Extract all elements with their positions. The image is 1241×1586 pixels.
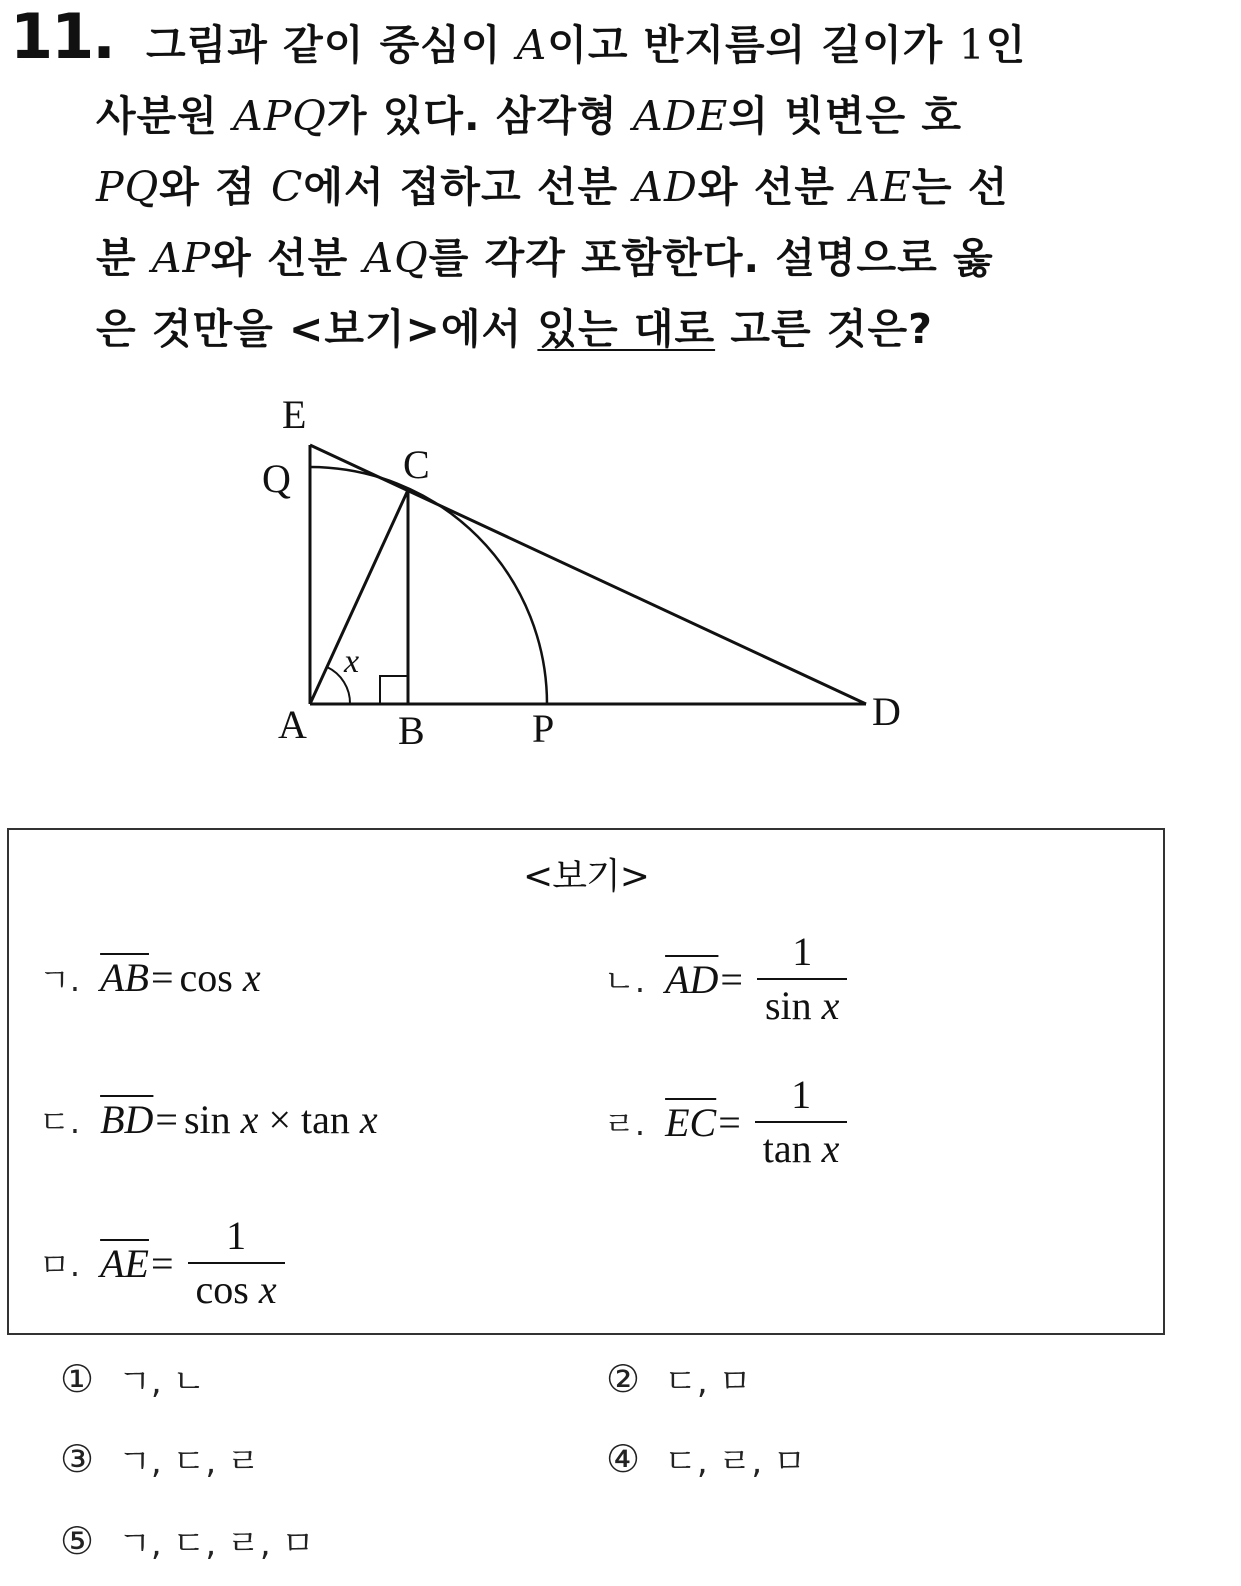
choice-mark: ③ <box>60 1436 95 1481</box>
hypotenuse-ED <box>310 445 866 704</box>
math-variable: AQ <box>363 234 429 282</box>
choice-mark: ④ <box>606 1436 641 1481</box>
item-var: x <box>258 1267 277 1312</box>
fraction <box>757 930 847 1028</box>
stem-text: 와 선분 <box>697 163 851 211</box>
math-variable: A <box>516 21 548 69</box>
stem-text: 이고 반지름의 길이가 <box>547 21 959 69</box>
stem-text: 인 <box>985 21 1027 69</box>
item-var: x <box>821 983 840 1028</box>
label-C: C <box>403 442 430 487</box>
item-mark: ㄱ. <box>39 960 81 999</box>
fraction <box>755 1073 848 1171</box>
stem-text: 고른 것은? <box>715 305 933 353</box>
math-variable: PQ <box>96 163 160 211</box>
times-sign: × <box>268 1097 291 1142</box>
stem-text: 분 <box>96 234 152 282</box>
bogi-box <box>7 828 1165 1335</box>
item-var: x <box>821 1126 840 1171</box>
choice-mark: ② <box>606 1356 641 1401</box>
item-var: x <box>240 1097 259 1142</box>
stem-text: 그림과 같이 중심이 <box>146 21 517 69</box>
choice-3[interactable] <box>60 1434 260 1483</box>
numerator: 1 <box>792 929 813 974</box>
bogi-item-b: ㄴ. $\overline{AD}$ = $\frac{1}{\text{sin x}}$ <box>604 930 847 1028</box>
numerator: 1 <box>226 1213 247 1258</box>
right-angle-mark <box>380 676 408 704</box>
choice-text: ㄷ, ㅁ <box>664 1362 752 1402</box>
label-D: D <box>872 689 901 734</box>
item-var: x <box>242 955 261 1000</box>
choice-text: ㄷ, ㄹ, ㅁ <box>664 1442 806 1482</box>
numerator: 1 <box>791 1072 812 1117</box>
stem-text: 가 있다. 삼각형 <box>326 92 633 140</box>
choice-5[interactable] <box>60 1516 314 1565</box>
item-mark: ㄴ. <box>604 962 646 1000</box>
fraction <box>188 1214 285 1312</box>
item-lhs: $\overline{EC}$ <box>665 1099 717 1145</box>
choice-text: ㄱ, ㄷ, ㄹ, ㅁ <box>118 1524 315 1564</box>
underlined-text: 있는 대로 <box>537 305 716 353</box>
item-mark: ㄷ. <box>39 1102 81 1141</box>
math-number: 1 <box>958 21 986 69</box>
bogi-item-d: ㄹ. $\overline{EC}$ = $\frac{1}{\text{tan x}}$ <box>604 1073 847 1171</box>
bogi-item-e: ㅁ. $\overline{AE}$ = $\frac{1}{\text{cos x}}$ <box>39 1214 285 1312</box>
choice-mark: ① <box>60 1356 95 1401</box>
label-A: A <box>278 702 307 747</box>
item-fn: sin <box>183 1097 231 1142</box>
item-lhs: $\overline{BD}$ <box>100 1097 154 1142</box>
math-variable: AD <box>633 163 698 211</box>
question-number: 11. <box>10 0 114 73</box>
item-fn: tan <box>762 1126 812 1171</box>
math-variable: ADE <box>632 92 729 140</box>
stem-text: 은 것만을 <보기>에서 <box>96 305 538 353</box>
item-fn: sin <box>764 983 812 1028</box>
label-B: B <box>398 708 425 753</box>
label-Q: Q <box>262 456 291 501</box>
stem-text: 와 선분 <box>211 234 364 282</box>
item-mark: ㄹ. <box>604 1105 646 1143</box>
choice-text: ㄱ, ㄴ <box>118 1362 206 1402</box>
math-variable: APQ <box>233 92 327 140</box>
label-P: P <box>532 706 555 751</box>
bogi-title: <보기> <box>523 856 649 897</box>
item-fn: cos <box>195 1267 249 1312</box>
bogi-item-a: ㄱ. $\overline{AB}$ = cos x <box>39 955 261 1000</box>
item-var: x <box>359 1097 378 1142</box>
choice-4[interactable] <box>606 1434 806 1483</box>
math-variable: AE <box>850 163 912 211</box>
label-x: x <box>344 643 360 680</box>
choice-2[interactable] <box>606 1354 751 1403</box>
bogi-item-c: ㄷ. $\overline{BD}$ = sin x × tan x <box>39 1097 378 1142</box>
item-lhs: $\overline{AB}$ <box>100 955 149 1000</box>
stem-text: 를 각각 포함한다. 설명으로 옳 <box>428 234 994 282</box>
stem-text: 와 점 <box>159 163 271 211</box>
stem-text: 에서 접하고 선분 <box>303 163 634 211</box>
choice-mark: ⑤ <box>60 1518 95 1563</box>
stem-text: 는 선 <box>911 163 1009 211</box>
stem-text: 사분원 <box>96 92 234 140</box>
item-lhs: $\overline{AE}$ <box>100 1240 149 1286</box>
math-variable: AP <box>151 234 212 282</box>
item-mark: ㅁ. <box>39 1246 81 1284</box>
stem-text: 의 빗변은 호 <box>728 92 962 140</box>
item-fn: cos <box>179 955 233 1000</box>
choice-text: ㄱ, ㄷ, ㄹ <box>118 1442 260 1482</box>
label-E: E <box>282 392 307 437</box>
math-variable: C <box>270 163 304 211</box>
item-fn: tan <box>301 1097 350 1142</box>
item-lhs: $\overline{AD}$ <box>665 956 719 1002</box>
choice-1[interactable] <box>60 1354 205 1403</box>
